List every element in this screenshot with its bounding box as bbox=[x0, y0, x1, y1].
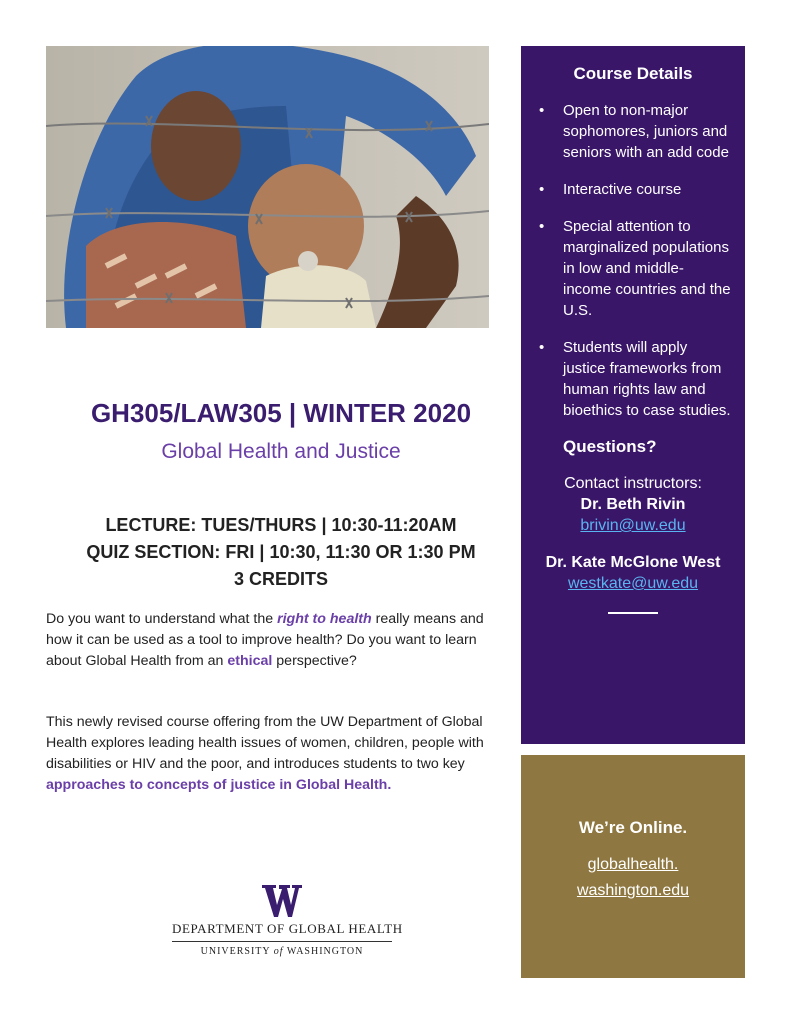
description-text: This newly revised course offering from the UW Department of Global Health explores leading health issues of women, children, people with disabilities or HIV and the poor, and introduces students to two key bbox=[46, 714, 484, 772]
course-title: Global Health and Justice bbox=[161, 440, 401, 463]
ethical-highlight: ethical bbox=[227, 653, 273, 669]
department-logo bbox=[172, 885, 403, 957]
university-text: UNIVERSITY bbox=[200, 946, 274, 957]
uw-w-logo-icon bbox=[262, 885, 302, 917]
divider bbox=[608, 612, 658, 614]
questions-heading: Questions? bbox=[563, 437, 657, 456]
course-details-panel bbox=[521, 46, 745, 744]
list-item: • Open to non-major sophomores, juniors and seniors with an add code bbox=[539, 100, 731, 163]
website-link-line[interactable]: globalhealth. bbox=[587, 856, 679, 873]
instructor-email-link[interactable]: brivin@uw.edu bbox=[580, 517, 686, 534]
lecture-time: LECTURE: TUES/THURS | 10:30-11:20AM bbox=[105, 515, 457, 535]
list-item: • Interactive course bbox=[539, 179, 731, 200]
instructor-name: Dr. Kate McGlone West bbox=[545, 554, 721, 571]
schedule-block bbox=[46, 512, 516, 593]
quiz-section-time: QUIZ SECTION: FRI | 10:30, 11:30 OR 1:30 PM bbox=[86, 542, 476, 562]
website-link[interactable] bbox=[521, 852, 745, 904]
contact-label: Contact instructors: bbox=[564, 475, 702, 492]
instructor-email-link[interactable]: westkate@uw.edu bbox=[567, 575, 699, 592]
course-code-heading: GH305/LAW305 | WINTER 2020 bbox=[90, 398, 472, 428]
online-heading: We’re Online. bbox=[578, 818, 688, 837]
university-text: WASHINGTON bbox=[283, 946, 364, 957]
credits: 3 CREDITS bbox=[233, 569, 329, 589]
description-paragraph bbox=[46, 712, 511, 796]
website-link-line[interactable]: washington.edu bbox=[576, 882, 690, 899]
intro-text: Do you want to understand what the bbox=[46, 611, 278, 627]
intro-text: really means and how it can be used as a tool to improve health? Do you want to learn about Global Health from an bbox=[46, 611, 484, 669]
list-item: • Students will apply justice frameworks from human rights law and bioethics to case studies. bbox=[539, 337, 731, 421]
mother-child-photo bbox=[46, 46, 489, 328]
university-name bbox=[172, 946, 392, 957]
hero-photo bbox=[46, 46, 489, 328]
intro-paragraph bbox=[46, 609, 511, 672]
right-to-health-highlight: right to health bbox=[277, 611, 372, 627]
university-of: of bbox=[273, 946, 284, 957]
instructor-name: Dr. Beth Rivin bbox=[580, 496, 686, 513]
intro-text: perspective? bbox=[272, 653, 357, 669]
course-details-heading: Course Details bbox=[573, 64, 693, 83]
list-item: • Special attention to marginalized populations in low and middle-income countries and the U.S. bbox=[539, 216, 731, 321]
department-name: DEPARTMENT OF GLOBAL HEALTH bbox=[172, 921, 392, 942]
contact-block bbox=[521, 473, 745, 594]
justice-approaches-highlight: approaches to concepts of justice in Global Health. bbox=[46, 777, 392, 793]
course-details-list bbox=[521, 100, 745, 421]
online-panel bbox=[521, 755, 745, 978]
